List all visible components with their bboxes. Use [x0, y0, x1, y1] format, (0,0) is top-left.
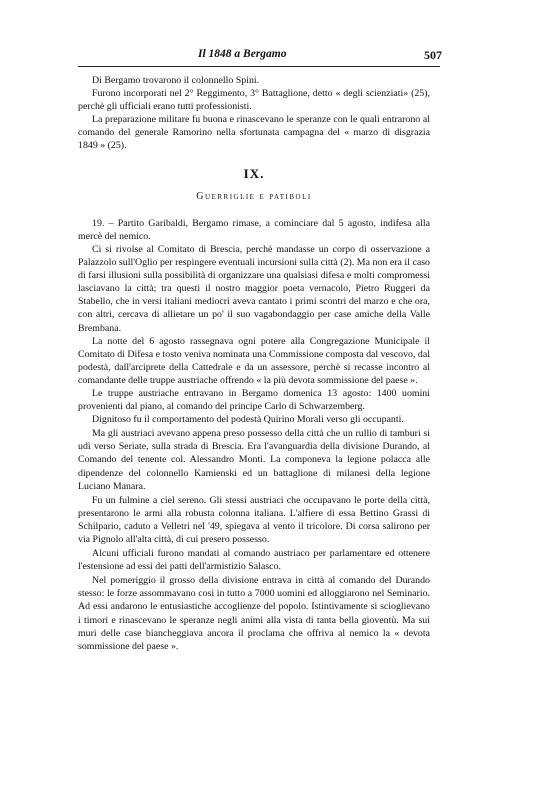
section-title: Guerriglie e patiboli	[196, 190, 312, 202]
paragraph: 19. – Partito Garibaldi, Bergamo rimase, a cominciare dal 5 agosto, indifesa alla mercè del nemico.	[78, 217, 430, 242]
paragraph: Ma gli austriaci avevano appena preso possesso della città che un rullio di tamburi si udì verso Seriate, sulla strada di Brescia. Era l'avanguardia della divisione Durando, al Comando del tenente col. Alessandro Monti. La componeva la legione polacca alle dipendenze del colonnello Kamienski ed un battaglione di milanesi della legione Luciano Manara.	[78, 428, 430, 492]
paragraph: Dignitoso fu il comportamento del podestà Quirino Morali verso gli occupanti.	[92, 414, 404, 426]
intro-paragraph: Di Bergamo trovarono il colonnello Spini.	[92, 75, 260, 86]
running-title: Il 1848 a Bergamo	[198, 48, 287, 60]
intro-paragraph: Furono incorporati nel 2° Reggimento, 3° Battaglione, detto « degli scienziati» (25), perchè gli ufficiali erano tutti professionisti.	[78, 88, 430, 113]
intro-paragraph: La preparazione militare fu buona e rinascevano le speranze con le quali entrarono al comando del generale Ramorino nella sfortunata campagna del « marzo di disgrazia 1849 » (25).	[78, 114, 430, 152]
paragraph: Alcuni ufficiali furono mandati al comando austriaco per parlamentare ed ottenere l'estensione ad essi dei patti dell'armistizio Salasco.	[78, 548, 430, 573]
running-header	[78, 48, 440, 67]
page-number: 507	[424, 48, 442, 62]
section-number: IX.	[243, 165, 265, 181]
page-body	[78, 74, 430, 653]
paragraph: Fu un fulmine a ciel sereno. Gli stessi austriaci che occupavano le porte della città, presentarono le armi alla robusta colonna italiana. L'alfiere di essa Bettino Grassi di Schilpario, caduto a Velletri nel '49, spiegava al vento il tricolore. Di corsa salirono per via Pignolo all'alta città, di cui presero possesso.	[78, 494, 430, 545]
paragraph: Nel pomeriggio il grosso della divisione entrava in città al comando del Durando stesso: le forze assommavano così in tutto a 7000 uomini ed alloggiarono nel Seminario. Ad essi andarono le entusiastiche accoglienze del popolo. Istintivamente si scioglievano i timori e rinascevano le speranze negli animi alla vista di tanta bella gioventù. Ma sui muri delle case biancheggiava ancora il proclama che offriva al nemico la « devota sommissione del paese ».	[78, 575, 430, 652]
paragraph: Ci si rivolse al Comitato di Brescia, perchè mandasse un corpo di osservazione a Palazzolo sull'Oglio per respingere eventuali incursioni sulla città (2). Ma non era il caso di farsi illusioni sulla possibilità di organizzare una qualsiasi difesa e molti compromessi lasciavano la città; tra questi il nostro maggior poeta vernacolo, Pietro Ruggeri da Stabello, che in versi italiani mediocri aveva cantato i primi scontri del marzo e che ora, con altri, cercava di allietare un po' il suo vagabondaggio per case amiche della Valle Brembana.	[78, 243, 430, 334]
paragraph: La notte del 6 agosto rassegnava ogni potere alla Congregazione Municipale il Comitato di Difesa e tosto veniva nominata una Commissione composta dal vescovo, dal podestà, dall'arciprete della Cattedrale e da un assessore, perchè si recasse incontro al comandante delle truppe austriache offrendo « la più devota sommissione del paese ».	[78, 335, 430, 386]
paragraph: Le truppe austriache entravano in Bergamo domenica 13 agosto: 1400 uomini provenienti dal piano, al comando del principe Carlo di Schwarzemberg.	[78, 387, 430, 413]
